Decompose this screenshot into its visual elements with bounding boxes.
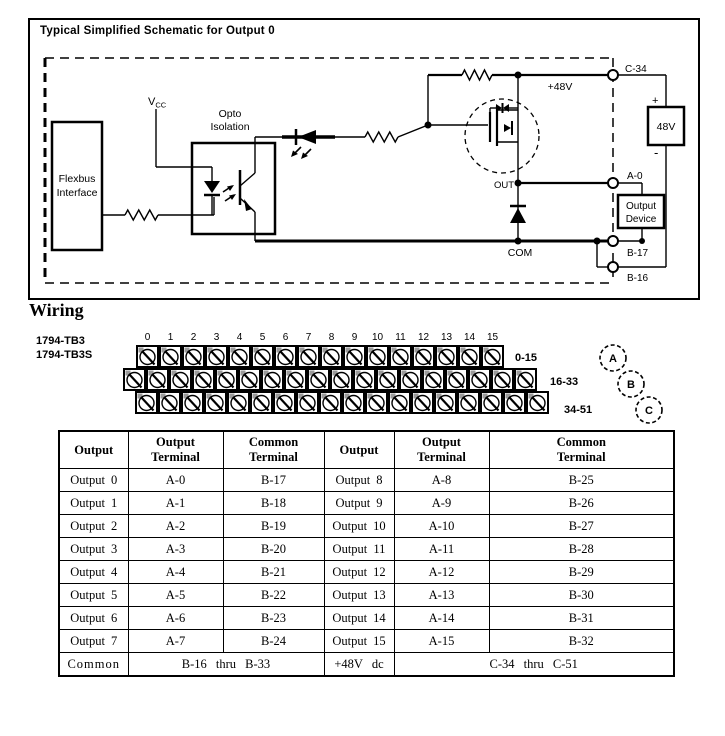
screw-terminal-icon [239, 369, 260, 390]
screw-terminal-icon [344, 346, 365, 367]
table-cell: B-20 [223, 538, 324, 561]
terminal-number: 14 [463, 332, 476, 343]
table-row [59, 607, 674, 630]
terminal-number: 3 [213, 332, 220, 343]
screw-terminal-icon [308, 369, 329, 390]
terminal-a0-label: A-0 [627, 171, 643, 182]
schematic-panel [28, 18, 700, 300]
screw-terminal-icon [482, 346, 503, 367]
screw-terminal-icon [481, 392, 502, 413]
vcc-label: $V_{CC}$ [148, 96, 167, 110]
terminal-number: 7 [305, 332, 312, 343]
status-led-icon [296, 129, 316, 145]
screw-terminal-icon [504, 392, 525, 413]
terminal-b16-icon [608, 262, 618, 272]
freewheel-diode-icon [510, 206, 526, 223]
rail-voltage-label: +48V [547, 81, 573, 93]
terminal-c34-icon [608, 70, 618, 80]
table-cell: A-15 [394, 630, 489, 653]
led-emission-arrows-icon [291, 147, 311, 159]
terminal-number: 13 [440, 332, 453, 343]
screw-terminal-icon [413, 346, 434, 367]
screw-terminal-icon [331, 369, 352, 390]
table-cell: A-10 [394, 515, 489, 538]
table-cell: Output 2 [59, 515, 128, 538]
terminal-number: 4 [236, 332, 243, 343]
table-cell: B-28 [489, 538, 674, 561]
table-cell: Output 9 [324, 492, 394, 515]
terminal-number: 5 [259, 332, 266, 343]
screw-terminal-icon [229, 346, 250, 367]
table-cell: B-23 [223, 607, 324, 630]
row-letter-circle [600, 345, 626, 371]
table-cell: B-30 [489, 584, 674, 607]
screw-terminal-icon [251, 392, 272, 413]
table-cell: B-22 [223, 584, 324, 607]
table-cell: B-29 [489, 561, 674, 584]
table-cell: A-9 [394, 492, 489, 515]
column-header-0: Output [59, 431, 128, 469]
terminal-a0-icon [608, 178, 618, 188]
screw-terminal-icon [389, 392, 410, 413]
terminal-row-label: 34-51 [564, 404, 593, 416]
terminal-number: 8 [328, 332, 335, 343]
table-cell: A-6 [128, 607, 223, 630]
rail-and-gate-node [425, 70, 614, 129]
table-row [59, 584, 674, 607]
output-device-line1: Output [625, 201, 657, 212]
table-cell: A-8 [394, 469, 489, 492]
screw-terminal-icon [459, 346, 480, 367]
body-diode-icon [504, 121, 512, 135]
screw-terminal-icon [285, 369, 306, 390]
table-row [59, 561, 674, 584]
terminal-number: 9 [351, 332, 358, 343]
table-cell: A-1 [128, 492, 223, 515]
table-cell: A-12 [394, 561, 489, 584]
screw-terminal-icon [527, 392, 548, 413]
row-letter-circle [636, 397, 662, 423]
screw-terminal-icon [343, 392, 364, 413]
table-cell: Output 7 [59, 630, 128, 653]
output-device-line2: Device [625, 214, 657, 225]
flexbus-label-line1: Flexbus [58, 173, 96, 185]
table-cell: A-2 [128, 515, 223, 538]
svg-text:C: C [645, 405, 653, 417]
screw-terminal-icon [170, 369, 191, 390]
screw-terminal-icon [262, 369, 283, 390]
table-cell: Output 4 [59, 561, 128, 584]
terminal-number: 2 [190, 332, 197, 343]
terminal-row-label: 16-33 [550, 376, 579, 388]
screw-terminal-icon [147, 369, 168, 390]
pullup-resistor [462, 70, 492, 80]
part-numbers [36, 334, 92, 362]
screw-terminal-icon [354, 369, 375, 390]
psu-minus-label: - [654, 145, 659, 160]
table-cell: B-32 [489, 630, 674, 653]
row-letter-circle [618, 371, 644, 397]
table-cell: Output 11 [324, 538, 394, 561]
wiring-table-header [59, 431, 674, 469]
opto-led-icon [204, 181, 220, 215]
wiring-table [58, 430, 675, 677]
screw-terminal-icon [193, 369, 214, 390]
table-cell: Output 5 [59, 584, 128, 607]
table-cell: Output 8 [324, 469, 394, 492]
screw-terminal-icon [492, 369, 513, 390]
schematic-drawing [30, 20, 698, 298]
out-label: OUT [493, 180, 514, 191]
table-cell: A-14 [394, 607, 489, 630]
input-resistor [102, 197, 214, 220]
screw-terminal-icon [367, 346, 388, 367]
table-cell: Output 12 [324, 561, 394, 584]
column-header-1: Output Terminal [128, 431, 223, 469]
column-header-4: Output Terminal [394, 431, 489, 469]
screw-terminal-icon [216, 369, 237, 390]
table-cell: B-27 [489, 515, 674, 538]
table-cell: B-25 [489, 469, 674, 492]
table-cell: Output 15 [324, 630, 394, 653]
terminal-number: 10 [371, 332, 384, 343]
screw-terminal-icon [160, 346, 181, 367]
terminal-number: 15 [486, 332, 499, 343]
com-label: COM [507, 247, 533, 259]
table-footer-row [59, 653, 674, 677]
screw-terminal-icon [377, 369, 398, 390]
wiring-heading: Wiring [29, 300, 84, 320]
screw-terminal-icon [297, 392, 318, 413]
table-cell: B-17 [223, 469, 324, 492]
terminal-row-label: 0-15 [515, 352, 538, 364]
terminal-block-diagram [115, 328, 635, 420]
table-footer-cell: Common [59, 653, 128, 677]
column-header-3: Output [324, 431, 394, 469]
screw-terminal-icon [275, 346, 296, 367]
screw-terminal-icon [298, 346, 319, 367]
row-group-circles [597, 342, 667, 426]
table-row [59, 515, 674, 538]
terminal-number: 12 [417, 332, 430, 343]
indicator-led-run [255, 125, 428, 159]
table-row [59, 469, 674, 492]
table-cell: Output 14 [324, 607, 394, 630]
table-cell: Output 1 [59, 492, 128, 515]
opto-label-line2: Isolation [210, 121, 250, 133]
screw-terminal-icon [446, 369, 467, 390]
table-footer-cell: +48V dc [324, 653, 394, 677]
vcc-feed [148, 96, 212, 181]
output-leg [255, 75, 613, 267]
screw-terminal-icon [274, 392, 295, 413]
table-footer-cell: C-34 thru C-51 [394, 653, 674, 677]
psu-value-label: 48V [656, 121, 676, 133]
table-cell: B-31 [489, 607, 674, 630]
screw-terminal-icon [206, 346, 227, 367]
mosfet [465, 99, 539, 173]
terminal-b17-label: B-17 [627, 248, 649, 259]
flexbus-interface-box [52, 122, 102, 250]
screw-terminal-icon [159, 392, 180, 413]
screw-terminal-icon [252, 346, 273, 367]
table-cell: A-5 [128, 584, 223, 607]
terminal-number: 0 [144, 332, 151, 343]
screw-terminal-icon [515, 369, 536, 390]
table-cell: Output 13 [324, 584, 394, 607]
screw-terminal-icon [412, 392, 433, 413]
gate-protection-zeners-icon [490, 103, 518, 113]
opto-light-arrows-icon [223, 185, 236, 201]
table-cell: B-18 [223, 492, 324, 515]
part-number-tb3s: 1794-TB3S [36, 349, 93, 361]
screw-terminal-icon [423, 369, 444, 390]
screw-terminal-icon [137, 346, 158, 367]
screw-terminal-icon [390, 346, 411, 367]
table-cell: B-24 [223, 630, 324, 653]
table-cell: B-26 [489, 492, 674, 515]
table-footer-cell: B-16 thru B-33 [128, 653, 324, 677]
output-device-box [618, 195, 664, 228]
flexbus-label-line2: Interface [56, 187, 98, 199]
screw-terminal-icon [458, 392, 479, 413]
screw-terminal-icon [228, 392, 249, 413]
terminal-number: 1 [167, 332, 174, 343]
table-row [59, 492, 674, 515]
screw-terminal-icon [136, 392, 157, 413]
phototransistor-icon [240, 137, 255, 241]
screw-terminal-icon [182, 392, 203, 413]
terminal-number: 11 [395, 332, 406, 343]
table-cell: B-21 [223, 561, 324, 584]
column-header-5: Common Terminal [489, 431, 674, 469]
screw-terminal-icon [183, 346, 204, 367]
terminal-b16-label: B-16 [627, 273, 649, 284]
table-cell: B-19 [223, 515, 324, 538]
screw-terminal-icon [436, 346, 457, 367]
table-cell: Output 10 [324, 515, 394, 538]
table-cell: A-13 [394, 584, 489, 607]
table-cell: Output 0 [59, 469, 128, 492]
terminal-number: 6 [282, 332, 289, 343]
svg-text:A: A [609, 353, 617, 365]
screw-terminal-icon [320, 392, 341, 413]
screw-terminal-icon [124, 369, 145, 390]
opto-label-line1: Opto [218, 108, 242, 120]
table-row [59, 538, 674, 561]
psu-plus-label: + [652, 95, 659, 107]
table-cell: Output 6 [59, 607, 128, 630]
wiring-table-body [59, 469, 674, 677]
table-cell: A-3 [128, 538, 223, 561]
screw-terminal-icon [366, 392, 387, 413]
gate-resistor [365, 132, 398, 142]
screw-terminal-icon [400, 369, 421, 390]
schematic-title: Typical Simplified Schematic for Output 0 [40, 25, 275, 37]
terminal-c34-label: C-34 [625, 64, 647, 75]
opto-isolation-box [192, 108, 275, 241]
table-cell: A-7 [128, 630, 223, 653]
table-cell: Output 3 [59, 538, 128, 561]
svg-text:B: B [627, 379, 635, 391]
screw-terminal-icon [205, 392, 226, 413]
table-cell: A-4 [128, 561, 223, 584]
table-row [59, 630, 674, 653]
screw-terminal-icon [469, 369, 490, 390]
column-header-2: Common Terminal [223, 431, 324, 469]
table-cell: A-0 [128, 469, 223, 492]
screw-terminal-icon [321, 346, 342, 367]
terminal-b17-icon [608, 236, 618, 246]
table-cell: A-11 [394, 538, 489, 561]
screw-terminal-icon [435, 392, 456, 413]
part-number-tb3: 1794-TB3 [36, 335, 85, 347]
